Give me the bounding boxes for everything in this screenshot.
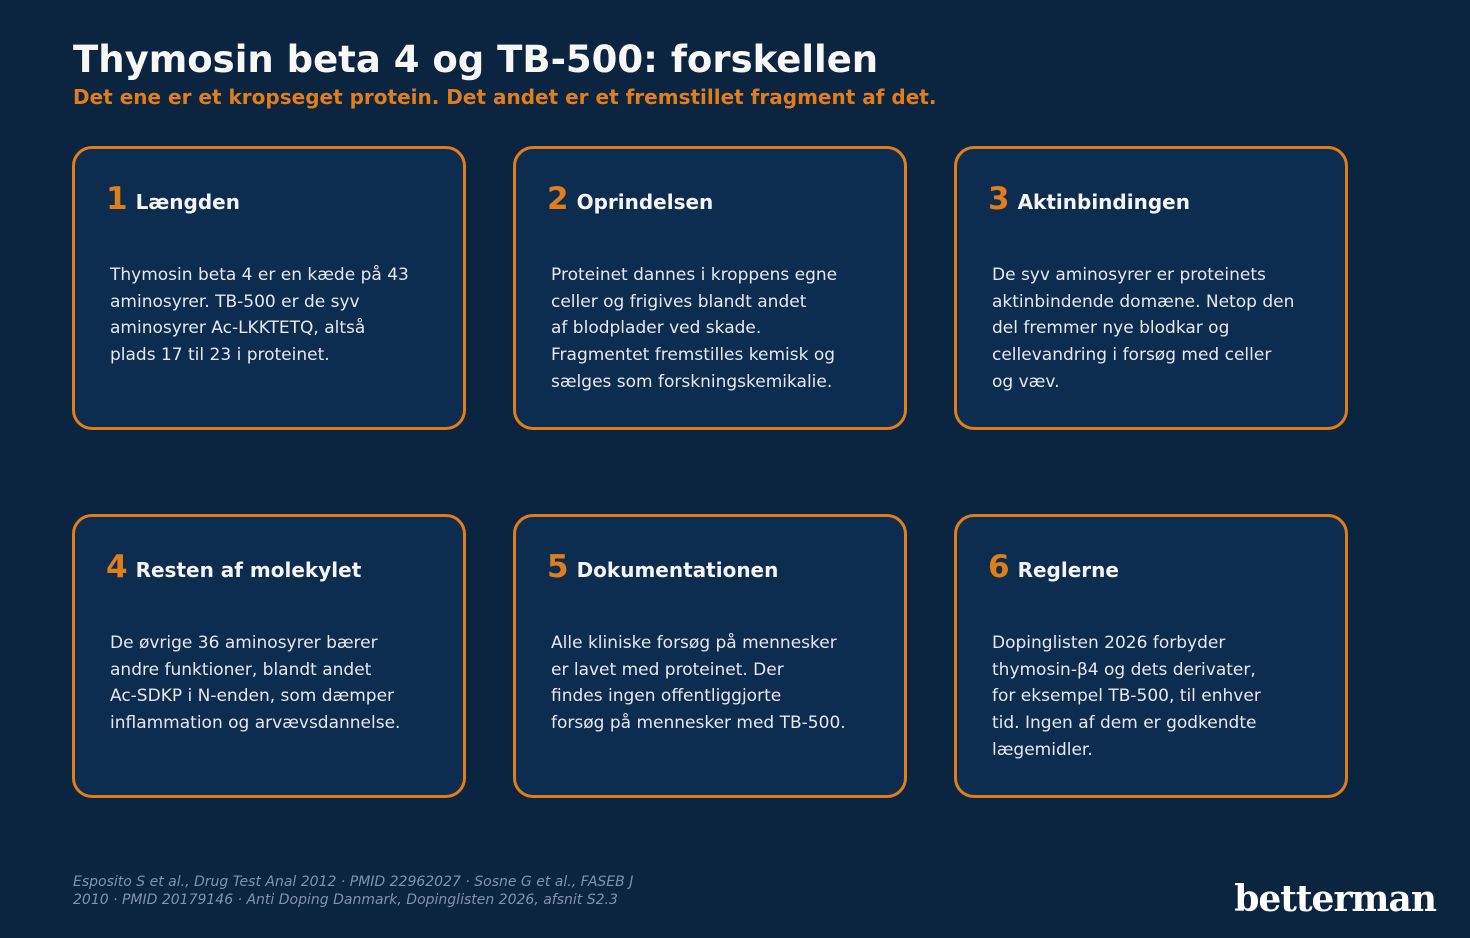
card-line: lægemidler. xyxy=(992,739,1093,760)
brand-logo: betterman xyxy=(1234,878,1436,920)
card-title: Resten af molekylet xyxy=(135,558,362,582)
source-footnote xyxy=(73,873,633,909)
card-line: celler og frigives blandt andet xyxy=(551,291,807,312)
card-body xyxy=(110,262,445,369)
card-header xyxy=(106,547,361,590)
card-header xyxy=(547,547,778,590)
card-line: findes ingen offentliggjorte xyxy=(551,686,782,707)
card-documentation xyxy=(513,514,907,798)
card-title: Længden xyxy=(135,190,240,214)
card-header xyxy=(988,547,1119,590)
card-line: del fremmer nye blodkar og xyxy=(992,318,1230,339)
card-body xyxy=(992,262,1327,396)
card-title: Aktinbindingen xyxy=(1017,190,1190,214)
card-line: Thymosin beta 4 er en kæde på 43 xyxy=(110,265,409,285)
card-title: Oprindelsen xyxy=(576,190,714,214)
card-line: aminosyrer. TB-500 er de syv xyxy=(110,291,360,312)
card-rest-of-molecule xyxy=(72,514,466,798)
card-number: 6 xyxy=(988,549,1010,585)
card-line: sælges som forskningskemikalie. xyxy=(551,371,833,392)
card-body xyxy=(551,262,886,396)
card-number: 1 xyxy=(106,181,128,217)
card-origin xyxy=(513,146,907,430)
card-number: 2 xyxy=(547,181,569,217)
card-line: Ac-SDKP i N-enden, som dæmper xyxy=(110,686,395,707)
card-line: er lavet med proteinet. Der xyxy=(551,659,784,680)
card-title: Dokumentationen xyxy=(576,558,779,582)
card-body xyxy=(551,630,886,737)
card-line: og væv. xyxy=(992,371,1060,392)
card-line: forsøg på mennesker med TB-500. xyxy=(551,713,846,734)
page-title: Thymosin beta 4 og TB-500: forskellen xyxy=(73,38,879,81)
card-line: tid. Ingen af dem er godkendte xyxy=(992,713,1257,734)
card-line: thymosin-β4 og dets derivater, xyxy=(992,659,1256,680)
card-line: aktinbindende domæne. Netop den xyxy=(992,291,1295,312)
card-rules xyxy=(954,514,1348,798)
card-number: 5 xyxy=(547,549,569,585)
card-line: De syv aminosyrer er proteinets xyxy=(992,265,1266,285)
card-line: aminosyrer Ac-LKKTETQ, altså xyxy=(110,318,366,339)
card-header xyxy=(547,179,713,222)
card-line: andre funktioner, blandt andet xyxy=(110,659,372,680)
page-subtitle: Det ene er et kropseget protein. Det andet er et fremstillet fragment af det. xyxy=(73,85,937,109)
card-number: 4 xyxy=(106,549,128,585)
card-line: De øvrige 36 aminosyrer bærer xyxy=(110,633,378,653)
card-body xyxy=(992,630,1327,764)
card-number: 3 xyxy=(988,181,1010,217)
card-line: Alle kliniske forsøg på mennesker xyxy=(551,633,837,653)
card-line: for eksempel TB-500, til enhver xyxy=(992,686,1261,707)
card-header xyxy=(988,179,1190,222)
card-line: Fragmentet fremstilles kemisk og xyxy=(551,345,836,366)
card-line: Proteinet dannes i kroppens egne xyxy=(551,265,838,285)
card-line: inflammation og arvævsdannelse. xyxy=(110,713,401,734)
card-body xyxy=(110,630,445,737)
card-length xyxy=(72,146,466,430)
card-header xyxy=(106,179,240,222)
source-line: 2010 · PMID 20179146 · Anti Doping Danmark, Dopinglisten 2026, afsnit S2.3 xyxy=(73,892,618,908)
card-line: plads 17 til 23 i proteinet. xyxy=(110,345,330,366)
card-line: Dopinglisten 2026 forbyder xyxy=(992,633,1226,653)
card-actin-binding xyxy=(954,146,1348,430)
card-line: cellevandring i forsøg med celler xyxy=(992,345,1272,366)
card-line: af blodplader ved skade. xyxy=(551,318,762,339)
source-line: Esposito S et al., Drug Test Anal 2012 · PMID 22962027 · Sosne G et al., FASEB J xyxy=(73,874,634,890)
card-title: Reglerne xyxy=(1017,558,1119,582)
